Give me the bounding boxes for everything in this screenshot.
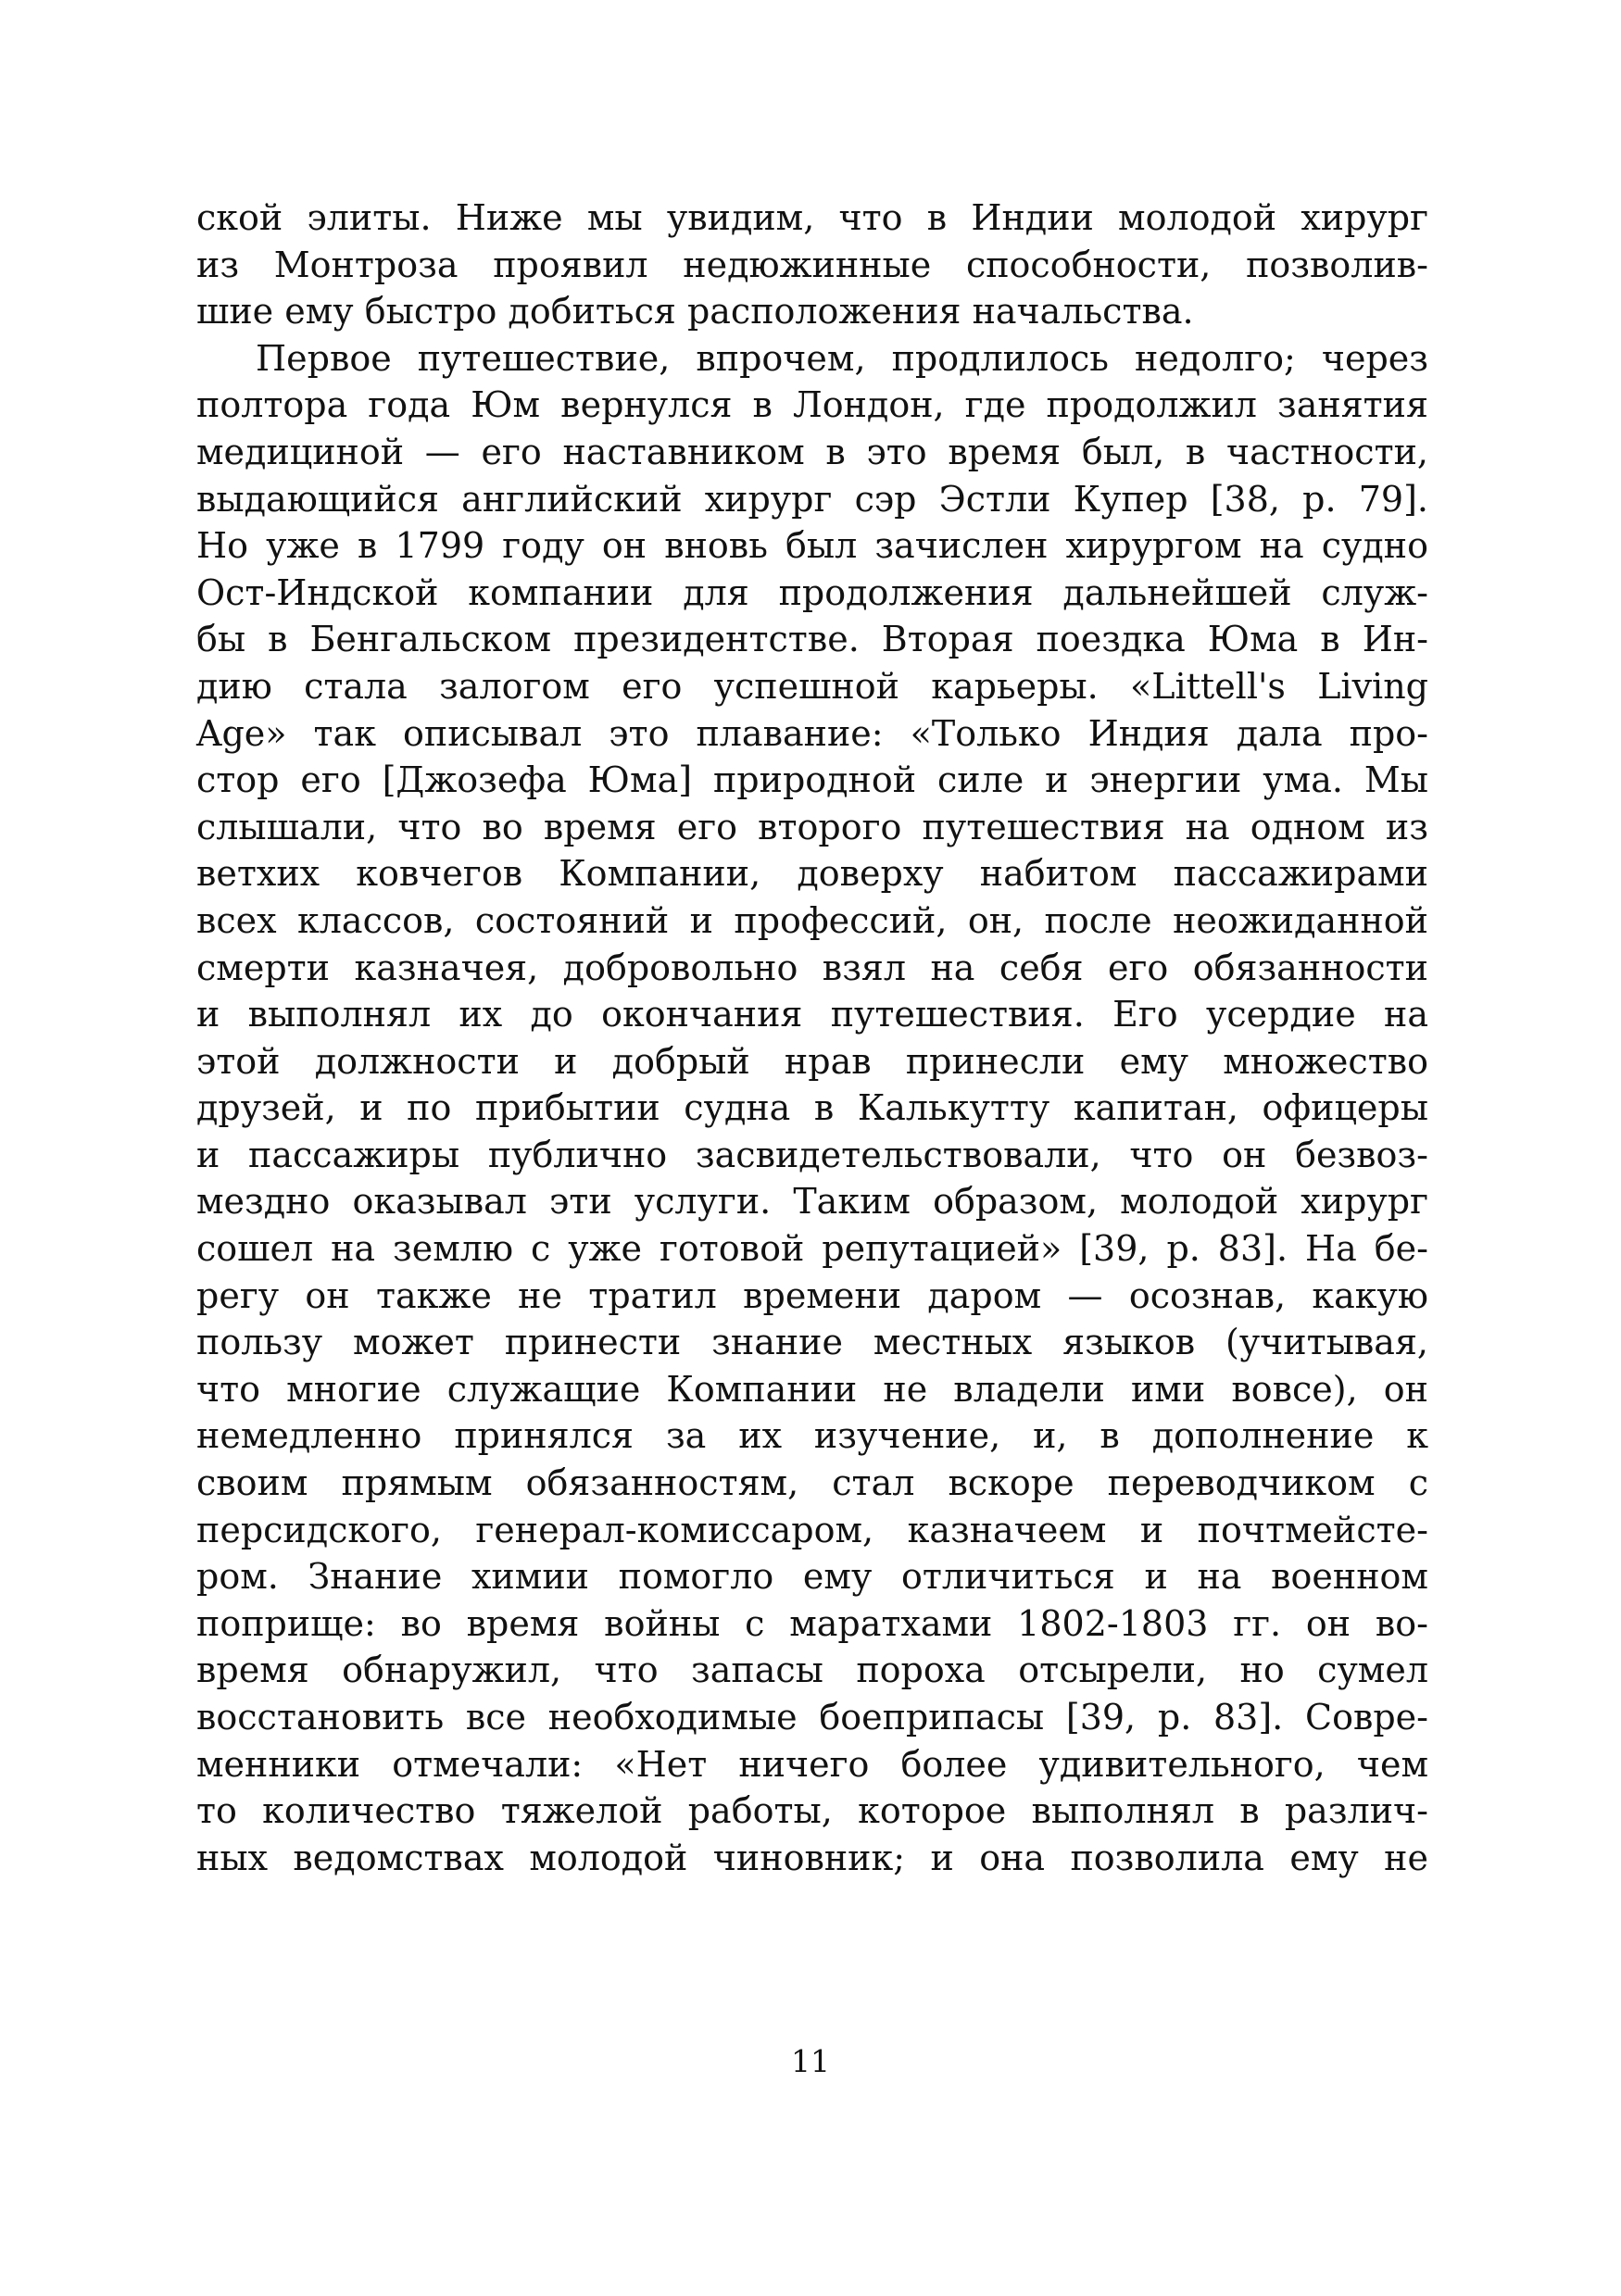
text-line: ром. Знание химии помогло ему отличиться и на военном	[196, 1556, 1428, 1598]
text-line: друзей, и по прибытии судна в Калькутту капитан, офицеры	[196, 1087, 1428, 1129]
paragraph-1	[196, 194, 1428, 335]
text-line: немедленно принялся за их изучение, и, в дополнение к	[196, 1415, 1428, 1457]
text-line: мездно оказывал эти услуги. Таким образом, молодой хирург	[196, 1181, 1428, 1223]
text-line: выдающийся английский хирург сэр Эстли Купер [38, p. 79].	[196, 478, 1428, 520]
paragraph-2	[196, 335, 1428, 1882]
text-line: поприще: во время войны с маратхами 1802-1803 гг. он во-	[196, 1602, 1428, 1644]
text-line: и пассажиры публично засвидетельствовали, что он безвоз-	[196, 1134, 1428, 1175]
text-line: своим прямым обязанностям, стал вскоре переводчиком с	[196, 1462, 1428, 1504]
text-line: ской элиты. Ниже мы увидим, что в Индии молодой хирург	[196, 197, 1428, 238]
text-line: этой должности и добрый нрав принесли ему множество	[196, 1040, 1428, 1082]
text-line: медициной — его наставником в это время был, в частности,	[196, 431, 1428, 472]
text-line: время обнаружил, что запасы пороха отсырели, но сумел	[196, 1650, 1428, 1691]
text-line: менники отмечали: «Нет ничего более удивительного, чем	[196, 1743, 1428, 1785]
text-line: Но уже в 1799 году он вновь был зачислен хирургом на судно	[196, 525, 1428, 567]
text-line: и выполнял их до окончания путешествия. Его усердие на	[196, 994, 1428, 1035]
text-line: смерти казначея, добровольно взял на себя его обязанности	[196, 947, 1428, 988]
page-number: 11	[791, 2043, 830, 2079]
text-line: слышали, что во время его второго путешествия на одном из	[196, 806, 1428, 847]
text-line: сошел на землю с уже готовой репутацией» [39, p. 83]. На бе-	[196, 1228, 1428, 1270]
text-line: что многие служащие Компании не владели ими вовсе), он	[196, 1368, 1428, 1410]
text-line: регу он также не тратил времени даром — осознав, какую	[196, 1274, 1428, 1316]
text-line: всех классов, состояний и профессий, он, после неожиданной	[196, 899, 1428, 941]
text-line: то количество тяжелой работы, которое выполнял в различ-	[196, 1790, 1428, 1832]
text-line: из Монтроза проявил недюжинные способности, позволив-	[196, 244, 1428, 285]
text-line: полтора года Юм вернулся в Лондон, где продолжил занятия	[196, 384, 1428, 426]
text-line: ных ведомствах молодой чиновник; и она позволила ему не	[196, 1837, 1428, 1878]
text-line: пользу может принести знание местных языков (учитывая,	[196, 1322, 1428, 1363]
text-line: восстановить все необходимые боеприпасы [39, p. 83]. Совре-	[196, 1697, 1428, 1738]
text-line: Ост-Индской компании для продолжения дальнейшей служ-	[196, 571, 1428, 613]
text-line: ветхих ковчегов Компании, доверху набитом пассажирами	[196, 853, 1428, 895]
text-line: Age» так описывал это плавание: «Только Индия дала про-	[196, 712, 1428, 754]
text-line: бы в Бенгальском президентстве. Вторая поездка Юма в Ин-	[196, 619, 1428, 660]
text-line: персидского, генерал-комиссаром, казначеем и почтмейсте-	[196, 1509, 1428, 1550]
text-line: шие ему быстро добиться расположения начальства.	[196, 291, 1194, 332]
text-line: Первое путешествие, впрочем, продлилось недолго; через	[256, 337, 1428, 379]
text-line: стор его [Джозефа Юма] природной силе и энергии ума. Мы	[196, 759, 1428, 801]
text-line: дию стала залогом его успешной карьеры. «Littell's Living	[196, 665, 1428, 707]
page-body	[196, 194, 1428, 1881]
